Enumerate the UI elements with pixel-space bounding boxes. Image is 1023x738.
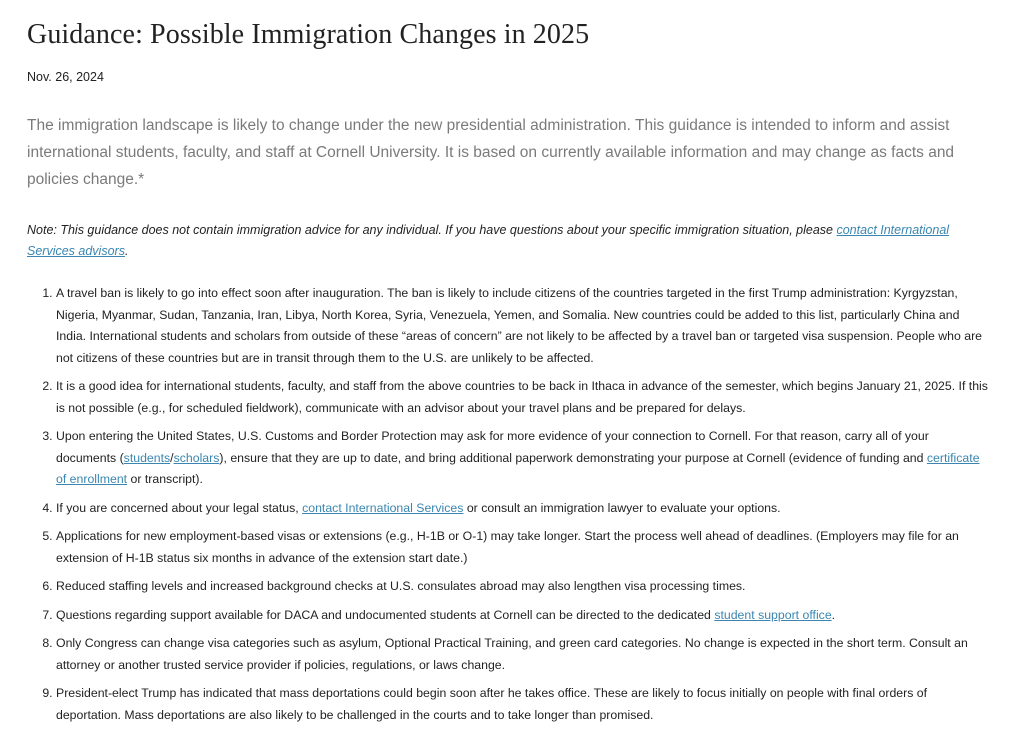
student-support-office-link[interactable]: student support office [714,607,832,622]
list-item [56,526,989,569]
scholars-link[interactable]: scholars [173,450,220,465]
list-item [56,576,989,598]
contact-international-services-link[interactable]: contact International Services [302,500,464,515]
item-text: or consult an immigration lawyer to evaluate your options. [463,500,781,515]
item-text: Questions regarding support available for DACA and undocumented students at Cornell can be directed to the dedicated [56,607,715,622]
item-text: or transcript). [127,472,203,486]
list-item [56,426,989,491]
item-text: Applications for new employment-based visas or extensions (e.g., H-1B or O-1) may take longer. Start the process well ahead of deadlines. (Employers may file for an extension of H-1B status six months in advance of the extension start date.) [56,529,959,565]
disclaimer-note [27,220,977,262]
guidance-list [27,283,989,733]
note-end: . [124,244,129,258]
item-text: Reduced staffing levels and increased background checks at U.S. consulates abroad may also lengthen visa processing times. [56,579,746,593]
students-link[interactable]: students [123,450,171,465]
item-text: ), ensure that they are up to date, and bring additional paperwork demonstrating your purpose at Cornell (evidence of funding and [219,450,927,465]
item-text: Only Congress can change visa categories such as asylum, Optional Practical Training, and green card categories. No change is expected in the short term. Consult an attorney or another trusted service provider if policies, regulations, or laws change. [56,636,968,672]
item-text: A travel ban is likely to go into effect soon after inauguration. The ban is likely to include citizens of the countries targeted in the first Trump administration: Kyrgyzstan, Nigeria, Myanmar, Sudan, Tanzania, Iran, Libya, North Korea, Syria, Venezuela, Yemen, and Somalia. New countries could be added to this list, particularly China and India. International students and scholars from outside of these “areas of concern” are not likely to be affected by a travel ban or targeted visa suspension. People who are not citizens of these countries but are in transit through them to the U.S. are unlikely to be affected. [56,286,983,365]
publish-date: Nov. 26, 2024 [27,70,104,84]
list-item [56,376,989,419]
item-text: Upon entering the United States, U.S. Customs and Border Protection may ask for more evidence of your connection to Cornell. For that reason, carry all of your documents ( [56,429,929,465]
intro-paragraph: The immigration landscape is likely to change under the new presidential administration. This guidance is intended to inform and assist international students, faculty, and staff at Cornell University. It is based on currently available information and may change as facts and policies change.* [27,117,955,188]
item-text: President-elect Trump has indicated that mass deportations could begin soon after he takes office. These are likely to focus initially on people with final orders of deportation. Mass deportations are also likely to be challenged in the courts and to take longer than promised. [56,686,928,722]
link-separator: / [170,450,174,465]
list-item [56,633,989,676]
list-item [56,283,989,369]
item-text: If you are concerned about your legal status, [56,500,303,515]
list-item [56,683,989,726]
note-text: Note: This guidance does not contain immigration advice for any individual. If you have questions about your specific immigration situation, please [27,223,837,237]
item-text: It is a good idea for international students, faculty, and staff from the above countries to be back in Ithaca in advance of the semester, which begins January 21, 2025. If this is not possible (e.g., for scheduled fieldwork), communicate with an advisor about your travel plans and be prepared for delays. [56,379,988,415]
list-item [56,605,989,627]
contact-advisors-link[interactable]: contact International Services advisors [27,223,950,258]
list-item [56,498,989,520]
page-title: Guidance: Possible Immigration Changes in 2025 [27,19,590,50]
item-text: . [831,607,836,622]
certificate-of-enrollment-link[interactable]: certificate of enrollment [56,450,980,486]
